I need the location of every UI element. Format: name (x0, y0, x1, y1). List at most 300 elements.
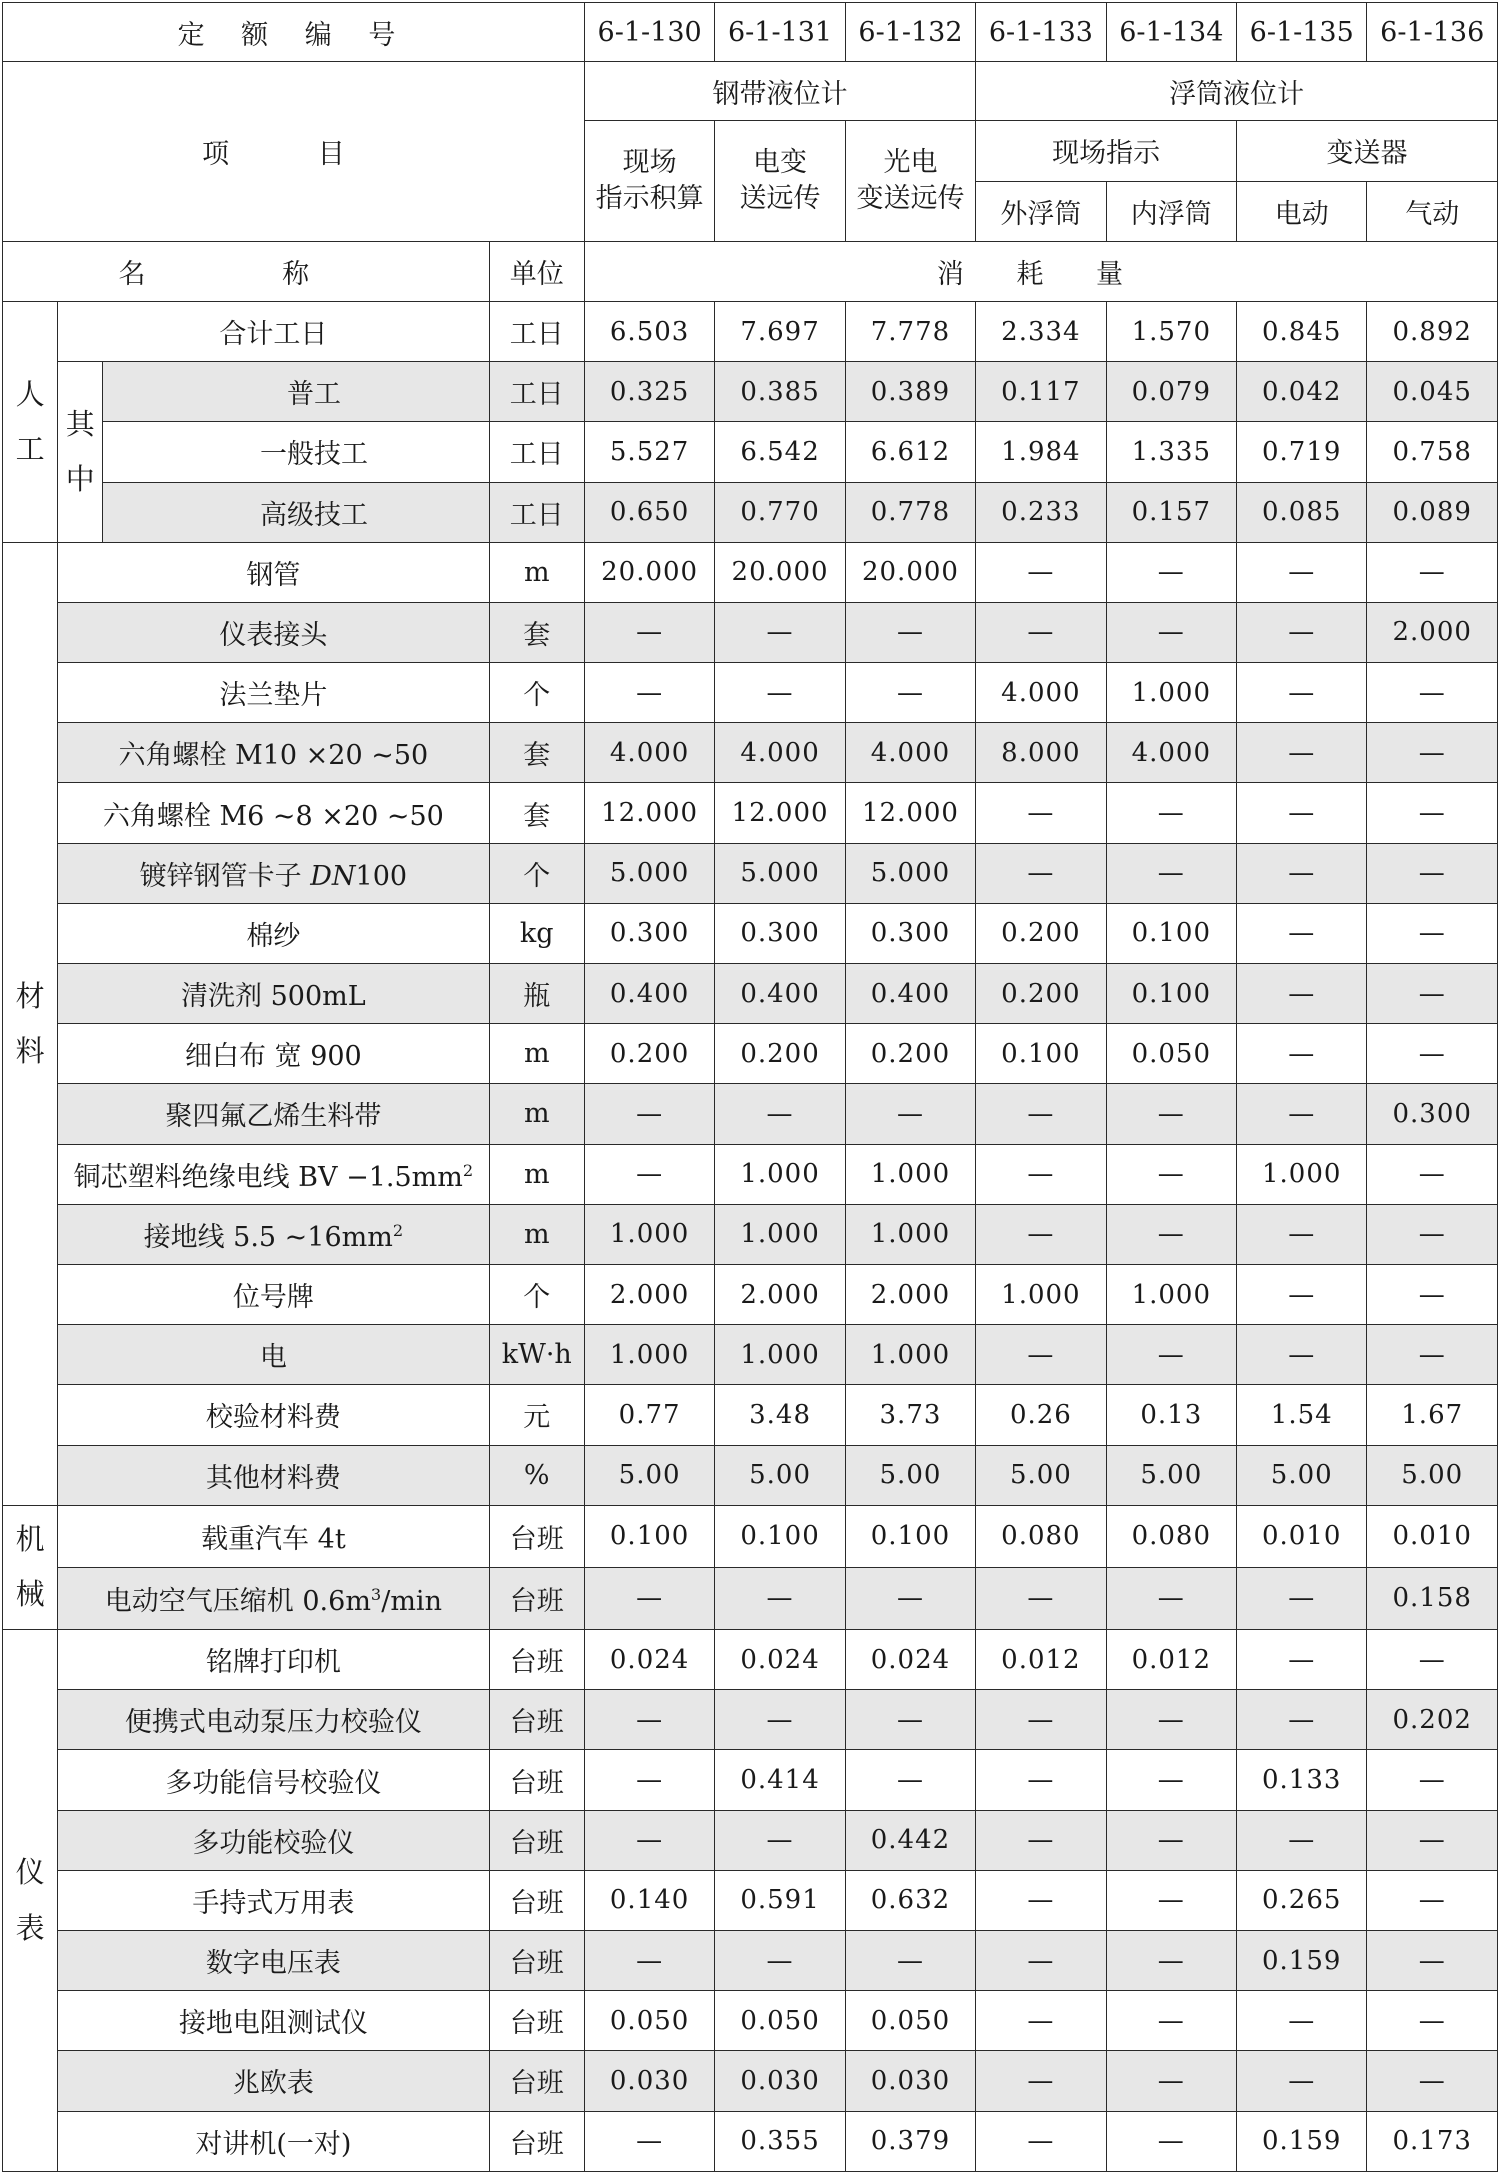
value-cell: — (1367, 1931, 1498, 1991)
table-row (3, 1325, 1498, 1385)
table-row (3, 1505, 1498, 1567)
value-cell: 0.300 (1367, 1084, 1498, 1144)
value-cell: — (1237, 1024, 1367, 1084)
value-cell: 1.000 (845, 1144, 975, 1204)
row-name: 校验材料费 (58, 1385, 489, 1445)
value-cell: 0.200 (976, 903, 1106, 963)
value-cell: — (1367, 1870, 1498, 1930)
col-electric: 电动 (1237, 181, 1367, 241)
value-cell: 0.012 (976, 1630, 1106, 1690)
value-cell: — (1106, 602, 1236, 662)
value-cell: 5.000 (845, 843, 975, 903)
row-name: 电 (58, 1325, 489, 1385)
row-name (58, 1567, 489, 1629)
of-which-label (58, 362, 103, 543)
value-cell: 20.000 (715, 542, 845, 602)
row-name: 多功能校验仪 (58, 1810, 489, 1870)
value-cell: 0.778 (845, 482, 975, 542)
row-unit: 台班 (489, 1505, 584, 1567)
value-cell: — (976, 783, 1106, 843)
value-cell: — (1237, 783, 1367, 843)
value-cell: 0.650 (584, 482, 714, 542)
row-unit: m (489, 1204, 584, 1264)
value-cell: 12.000 (584, 783, 714, 843)
row-unit: 台班 (489, 1810, 584, 1870)
category-labor (3, 301, 58, 542)
category-machinery-char1: 机 (15, 1522, 45, 1557)
value-cell: — (1106, 1991, 1236, 2051)
table-row (3, 964, 1498, 1024)
value-cell: 0.100 (584, 1505, 714, 1567)
of-which-char1: 其 (65, 406, 95, 441)
category-materials (3, 542, 58, 1505)
value-cell: 0.042 (1237, 362, 1367, 422)
value-cell: — (1237, 1084, 1367, 1144)
header-code-row (3, 3, 1498, 62)
value-cell: 1.000 (1106, 1264, 1236, 1324)
value-cell: 1.000 (715, 1144, 845, 1204)
value-cell: — (1106, 542, 1236, 602)
code-cell: 6-1-133 (976, 3, 1106, 62)
value-cell: 0.050 (584, 1991, 714, 2051)
value-cell: — (1106, 1690, 1236, 1750)
value-cell: 0.157 (1106, 482, 1236, 542)
value-cell: 7.697 (715, 301, 845, 361)
value-cell: 0.758 (1367, 422, 1498, 482)
value-cell: 2.000 (1367, 602, 1498, 662)
table-row (3, 1445, 1498, 1505)
value-cell: — (1106, 843, 1236, 903)
value-cell: — (584, 1931, 714, 1991)
value-cell: 0.024 (584, 1630, 714, 1690)
row-name: 普工 (103, 362, 489, 422)
value-cell: — (1367, 1810, 1498, 1870)
value-cell: — (1237, 1325, 1367, 1385)
row-unit: 工日 (489, 362, 584, 422)
value-cell: — (1367, 1325, 1498, 1385)
consumption-label: 消 耗 量 (584, 241, 1497, 301)
quota-consumption-table (2, 2, 1498, 2172)
category-machinery-char2: 械 (15, 1577, 45, 1612)
col-electric-remote-line1: 电变 (753, 146, 808, 178)
row-unit: m (489, 1084, 584, 1144)
row-unit: 个 (489, 663, 584, 723)
value-cell: 1.335 (1106, 422, 1236, 482)
value-cell: 4.000 (584, 723, 714, 783)
row-unit: m (489, 1144, 584, 1204)
value-cell: 0.770 (715, 482, 845, 542)
category-materials-char1: 材 (15, 978, 45, 1013)
value-cell: — (976, 1931, 1106, 1991)
value-cell: — (845, 1750, 975, 1810)
value-cell: — (1237, 1991, 1367, 2051)
value-cell: 0.079 (1106, 362, 1236, 422)
value-cell: 1.000 (715, 1325, 845, 1385)
value-cell: — (1367, 1630, 1498, 1690)
row-name-part: 镀锌钢管卡子 (139, 860, 311, 892)
sub-site-indication: 现场指示 (976, 121, 1237, 181)
value-cell: 5.00 (845, 1445, 975, 1505)
value-cell: — (1367, 843, 1498, 903)
value-cell: 6.503 (584, 301, 714, 361)
row-name: 铭牌打印机 (58, 1630, 489, 1690)
value-cell: 3.48 (715, 1385, 845, 1445)
row-name: 一般技工 (103, 422, 489, 482)
row-unit: m (489, 542, 584, 602)
value-cell: — (715, 1931, 845, 1991)
row-unit: % (489, 1445, 584, 1505)
value-cell: — (1106, 1870, 1236, 1930)
value-cell: 0.300 (584, 903, 714, 963)
value-cell: 0.265 (1237, 1870, 1367, 1930)
value-cell: 20.000 (845, 542, 975, 602)
table-row (3, 602, 1498, 662)
col-site-accumulate-line2: 指示积算 (595, 183, 704, 215)
value-cell: 0.085 (1237, 482, 1367, 542)
value-cell: — (845, 602, 975, 662)
row-name: 手持式万用表 (58, 1870, 489, 1930)
value-cell: — (1237, 1264, 1367, 1324)
value-cell: 0.442 (845, 1810, 975, 1870)
value-cell: — (976, 1690, 1106, 1750)
value-cell: 0.100 (1106, 964, 1236, 1024)
value-cell: 1.000 (584, 1325, 714, 1385)
value-cell: — (1367, 1204, 1498, 1264)
value-cell: 1.67 (1367, 1385, 1498, 1445)
value-cell: 1.000 (1106, 663, 1236, 723)
value-cell: 0.632 (845, 1870, 975, 1930)
value-cell: 4.000 (845, 723, 975, 783)
row-unit: 台班 (489, 1690, 584, 1750)
value-cell: 0.030 (584, 2051, 714, 2111)
value-cell: 0.26 (976, 1385, 1106, 1445)
row-unit: 台班 (489, 1931, 584, 1991)
value-cell: — (1106, 1750, 1236, 1810)
value-cell: 0.414 (715, 1750, 845, 1810)
value-cell: — (1237, 602, 1367, 662)
code-cell: 6-1-131 (715, 3, 845, 62)
value-cell: 5.527 (584, 422, 714, 482)
row-name: 聚四氟乙烯生料带 (58, 1084, 489, 1144)
row-unit: 套 (489, 783, 584, 843)
value-cell: 0.050 (845, 1991, 975, 2051)
value-cell: 1.000 (1237, 1144, 1367, 1204)
value-cell: 2.000 (584, 1264, 714, 1324)
value-cell: 2.334 (976, 301, 1106, 361)
value-cell: 0.325 (584, 362, 714, 422)
value-cell: 0.300 (845, 903, 975, 963)
value-cell: — (1106, 1204, 1236, 1264)
name-label: 名 称 (3, 241, 490, 301)
value-cell: — (715, 1567, 845, 1629)
code-label: 定 额 编 号 (3, 3, 585, 62)
col-site-accumulate-line1: 现场 (622, 146, 677, 178)
value-cell: — (845, 1690, 975, 1750)
value-cell: 0.233 (976, 482, 1106, 542)
value-cell: 5.00 (1106, 1445, 1236, 1505)
value-cell: 0.200 (976, 964, 1106, 1024)
value-cell: — (1106, 783, 1236, 843)
row-unit: 元 (489, 1385, 584, 1445)
item-label: 项 目 (3, 62, 585, 242)
row-unit: 套 (489, 723, 584, 783)
value-cell: 0.050 (715, 1991, 845, 2051)
row-unit: 台班 (489, 1991, 584, 2051)
value-cell: — (1367, 1991, 1498, 2051)
header-group-row (3, 62, 1498, 121)
row-name: 位号牌 (58, 1264, 489, 1324)
value-cell: 0.591 (715, 1870, 845, 1930)
value-cell: — (1367, 964, 1498, 1024)
value-cell: 0.300 (715, 903, 845, 963)
value-cell: — (1237, 843, 1367, 903)
value-cell: 12.000 (715, 783, 845, 843)
value-cell: — (584, 1144, 714, 1204)
value-cell: — (1237, 964, 1367, 1024)
value-cell: 0.400 (715, 964, 845, 1024)
row-name: 六角螺栓 M6 ~8 ×20 ~50 (58, 783, 489, 843)
value-cell: 1.000 (715, 1204, 845, 1264)
row-unit: 台班 (489, 1630, 584, 1690)
table-row (3, 663, 1498, 723)
value-cell: — (1367, 542, 1498, 602)
category-instruments-char1: 仪 (15, 1855, 45, 1890)
value-cell: 6.612 (845, 422, 975, 482)
value-cell: — (976, 1144, 1106, 1204)
row-name: 清洗剂 500mL (58, 964, 489, 1024)
table-row (3, 1690, 1498, 1750)
value-cell: 0.100 (715, 1505, 845, 1567)
value-cell: — (715, 1810, 845, 1870)
col-optical-remote (845, 121, 975, 241)
value-cell: 4.000 (715, 723, 845, 783)
row-name: 细白布 宽 900 (58, 1024, 489, 1084)
value-cell: 0.010 (1237, 1505, 1367, 1567)
value-cell: — (1237, 903, 1367, 963)
row-unit: 个 (489, 1264, 584, 1324)
table-row (3, 422, 1498, 482)
value-cell: 0.13 (1106, 1385, 1236, 1445)
value-cell: — (976, 1870, 1106, 1930)
value-cell: 0.845 (1237, 301, 1367, 361)
value-cell: — (976, 1084, 1106, 1144)
value-cell: 0.089 (1367, 482, 1498, 542)
value-cell: — (1106, 2111, 1236, 2171)
row-name: 载重汽车 4t (58, 1505, 489, 1567)
value-cell: 1.54 (1237, 1385, 1367, 1445)
row-name-part: /min (381, 1585, 442, 1617)
table-row (3, 1750, 1498, 1810)
value-cell: — (1367, 783, 1498, 843)
value-cell: 1.984 (976, 422, 1106, 482)
row-unit: 台班 (489, 2111, 584, 2171)
value-cell: — (1237, 663, 1367, 723)
category-materials-char2: 料 (15, 1033, 45, 1068)
value-cell: 0.100 (976, 1024, 1106, 1084)
table-row (3, 1264, 1498, 1324)
row-name: 法兰垫片 (58, 663, 489, 723)
value-cell: 0.010 (1367, 1505, 1498, 1567)
value-cell: 0.719 (1237, 422, 1367, 482)
row-unit: 工日 (489, 301, 584, 361)
unit-label: 单位 (489, 241, 584, 301)
table-row (3, 1144, 1498, 1204)
value-cell: 5.00 (1367, 1445, 1498, 1505)
row-unit: 工日 (489, 482, 584, 542)
value-cell: — (845, 1567, 975, 1629)
row-name: 接地电阻测试仪 (58, 1991, 489, 2051)
value-cell: 1.000 (976, 1264, 1106, 1324)
col-electric-remote (715, 121, 845, 241)
value-cell: 7.778 (845, 301, 975, 361)
table-row (3, 2051, 1498, 2111)
value-cell: 8.000 (976, 723, 1106, 783)
row-name-part: 铜芯塑料绝缘电线 BV −1.5mm (73, 1161, 463, 1193)
row-name (58, 1144, 489, 1204)
code-cell: 6-1-132 (845, 3, 975, 62)
code-cell: 6-1-136 (1367, 3, 1498, 62)
value-cell: 2.000 (845, 1264, 975, 1324)
value-cell: — (976, 1567, 1106, 1629)
value-cell: — (1367, 1024, 1498, 1084)
table-row (3, 1630, 1498, 1690)
value-cell: — (1106, 1810, 1236, 1870)
table-row (3, 362, 1498, 422)
table-row (3, 301, 1498, 361)
value-cell: — (1106, 2051, 1236, 2111)
row-name: 兆欧表 (58, 2051, 489, 2111)
value-cell: — (1367, 1264, 1498, 1324)
value-cell: — (976, 1991, 1106, 2051)
value-cell: 0.024 (845, 1630, 975, 1690)
row-name: 钢管 (58, 542, 489, 602)
value-cell: 12.000 (845, 783, 975, 843)
table-row (3, 903, 1498, 963)
code-cell: 6-1-134 (1106, 3, 1236, 62)
of-which-char2: 中 (65, 461, 95, 496)
value-cell: — (584, 1567, 714, 1629)
value-cell: — (1367, 723, 1498, 783)
value-cell: 0.050 (1106, 1024, 1236, 1084)
value-cell: 0.200 (584, 1024, 714, 1084)
row-name-part: 100 (355, 860, 408, 892)
row-unit: 台班 (489, 1750, 584, 1810)
value-cell: — (715, 1690, 845, 1750)
value-cell: — (584, 1690, 714, 1750)
value-cell: — (976, 1204, 1106, 1264)
value-cell: — (715, 1084, 845, 1144)
value-cell: — (1237, 723, 1367, 783)
row-name-part: 电动空气压缩机 0.6m (104, 1585, 371, 1617)
table-row (3, 1385, 1498, 1445)
value-cell: — (976, 2111, 1106, 2171)
category-machinery (3, 1505, 58, 1629)
value-cell: 0.355 (715, 2111, 845, 2171)
col-pneumatic: 气动 (1367, 181, 1498, 241)
table-row (3, 482, 1498, 542)
value-cell: 0.140 (584, 1870, 714, 1930)
value-cell: — (584, 663, 714, 723)
value-cell: 6.542 (715, 422, 845, 482)
col-optical-remote-line2: 变送远传 (856, 183, 965, 215)
table-row (3, 723, 1498, 783)
group-float-level-gauge: 浮筒液位计 (976, 62, 1498, 121)
value-cell: — (976, 1810, 1106, 1870)
row-name: 多功能信号校验仪 (58, 1750, 489, 1810)
row-unit: kg (489, 903, 584, 963)
value-cell: 0.158 (1367, 1567, 1498, 1629)
value-cell: — (976, 602, 1106, 662)
value-cell: — (976, 542, 1106, 602)
table-row (3, 1024, 1498, 1084)
table-row (3, 1204, 1498, 1264)
value-cell: 0.159 (1237, 1931, 1367, 1991)
row-name-italic: DN (310, 860, 356, 892)
value-cell: 0.159 (1237, 2111, 1367, 2171)
value-cell: 0.400 (845, 964, 975, 1024)
value-cell: 0.389 (845, 362, 975, 422)
value-cell: 1.570 (1106, 301, 1236, 361)
value-cell: — (1367, 1144, 1498, 1204)
row-name: 数字电压表 (58, 1931, 489, 1991)
row-name: 其他材料费 (58, 1445, 489, 1505)
value-cell: 0.400 (584, 964, 714, 1024)
value-cell: 0.892 (1367, 301, 1498, 361)
value-cell: 0.012 (1106, 1630, 1236, 1690)
value-cell: 0.024 (715, 1630, 845, 1690)
row-unit: 台班 (489, 2051, 584, 2111)
row-name-superscript: 2 (462, 1160, 474, 1180)
value-cell: — (976, 1325, 1106, 1385)
value-cell: 0.045 (1367, 362, 1498, 422)
row-unit: 套 (489, 602, 584, 662)
value-cell: — (1106, 1325, 1236, 1385)
value-cell: — (584, 602, 714, 662)
category-instruments (3, 1630, 58, 2172)
value-cell: — (1237, 1567, 1367, 1629)
value-cell: — (584, 1084, 714, 1144)
table-row (3, 783, 1498, 843)
row-unit: 瓶 (489, 964, 584, 1024)
row-unit: kW·h (489, 1325, 584, 1385)
row-name: 高级技工 (103, 482, 489, 542)
value-cell: — (584, 2111, 714, 2171)
table-row (3, 542, 1498, 602)
row-name: 便携式电动泵压力校验仪 (58, 1690, 489, 1750)
table-row (3, 2111, 1498, 2171)
table-row (3, 1870, 1498, 1930)
row-name: 六角螺栓 M10 ×20 ~50 (58, 723, 489, 783)
value-cell: 0.080 (976, 1505, 1106, 1567)
category-labor-char2: 工 (15, 431, 45, 466)
value-cell: 5.00 (584, 1445, 714, 1505)
category-labor-char1: 人 (15, 376, 45, 411)
value-cell: 0.030 (845, 2051, 975, 2111)
value-cell: 5.00 (1237, 1445, 1367, 1505)
value-cell: — (845, 1931, 975, 1991)
value-cell: 5.00 (976, 1445, 1106, 1505)
value-cell: 20.000 (584, 542, 714, 602)
row-name (58, 843, 489, 903)
value-cell: 0.100 (1106, 903, 1236, 963)
value-cell: 3.73 (845, 1385, 975, 1445)
col-internal-float: 内浮筒 (1106, 181, 1236, 241)
value-cell: 0.77 (584, 1385, 714, 1445)
row-unit: m (489, 1024, 584, 1084)
value-cell: — (715, 663, 845, 723)
value-cell: 1.000 (845, 1325, 975, 1385)
value-cell: — (976, 843, 1106, 903)
